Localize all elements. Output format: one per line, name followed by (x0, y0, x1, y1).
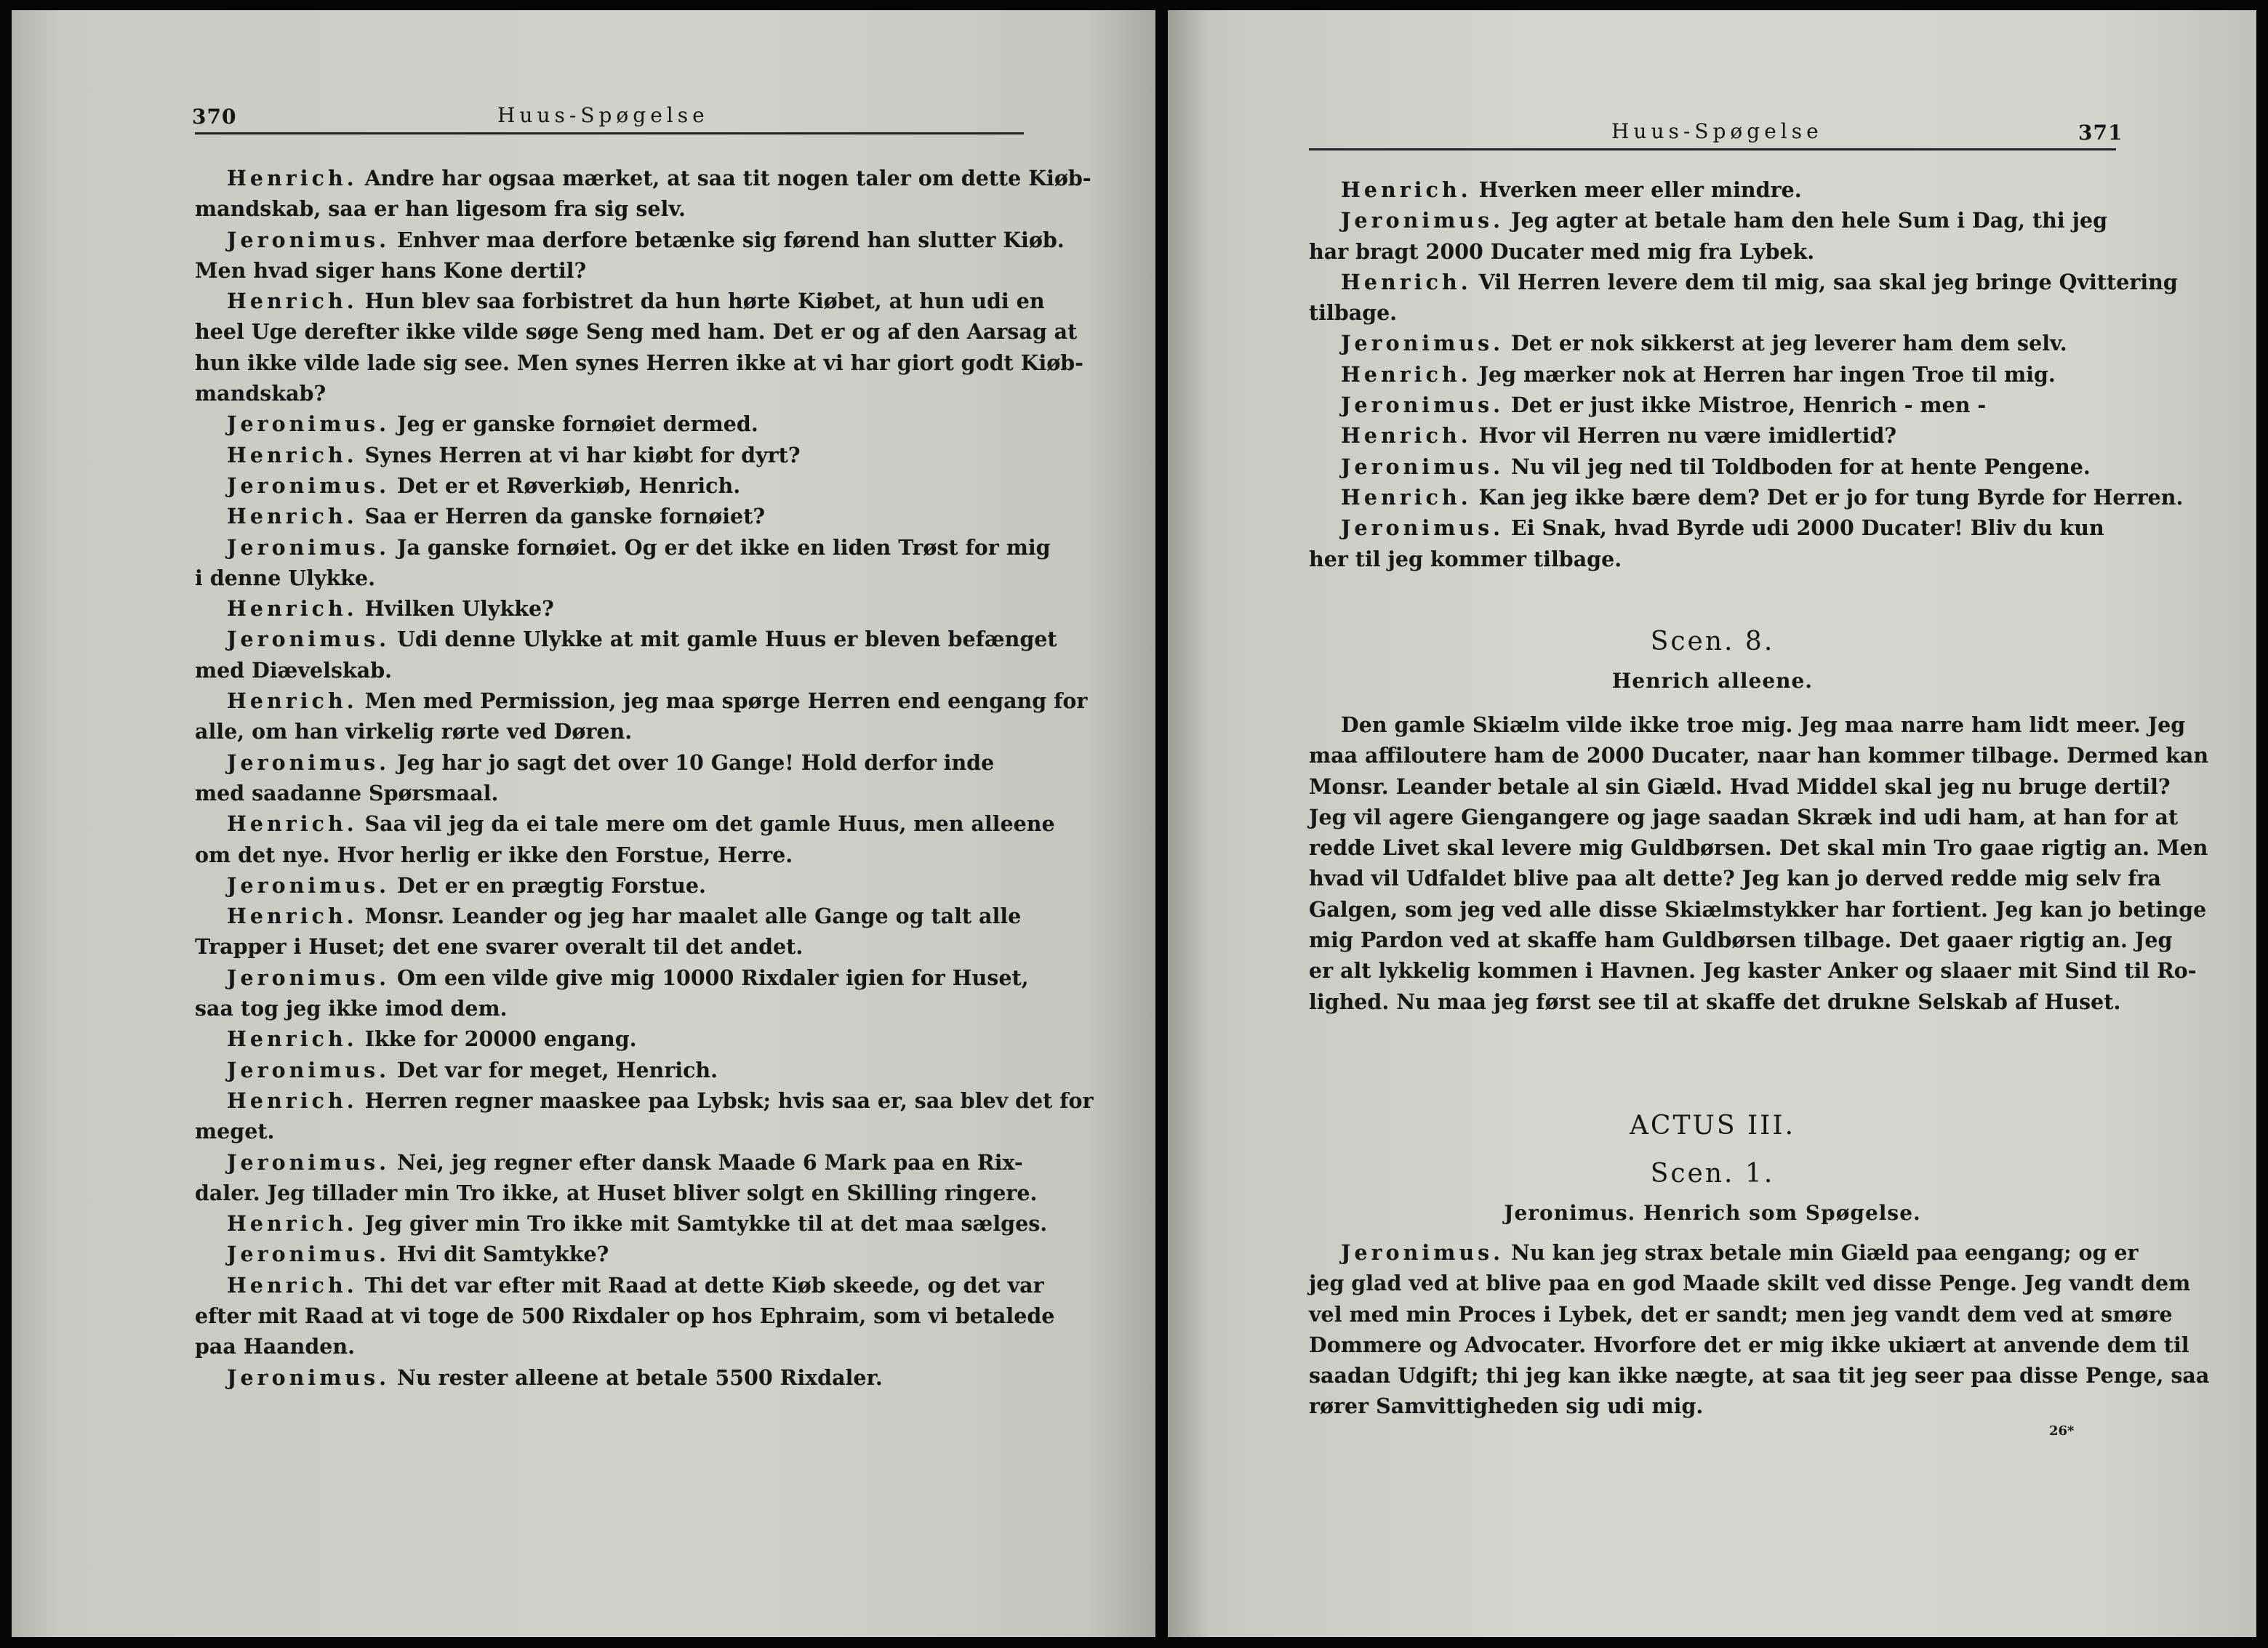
text-line (1309, 205, 2116, 236)
speaker-name: Henrich. (1341, 177, 1472, 202)
text-line (195, 901, 1024, 931)
line-text: paa Haanden. (195, 1334, 356, 1359)
speaker-name: Jeronimus. (227, 749, 390, 775)
line-text: Dommere og Advocater. Hvorfore det er mig ikke ukiært at anvende dem til (1309, 1332, 2189, 1357)
header-rule-right (1309, 148, 2116, 150)
text-line (195, 316, 1078, 347)
text-line (1309, 832, 2208, 863)
text-line (1309, 297, 2116, 328)
text-line (195, 931, 1024, 962)
speaker-name: Jeronimus. (227, 473, 390, 498)
speaker-name: Henrich. (1341, 484, 1472, 510)
line-text: Saa vil jeg da ei tale mere om det gamle Huus, men alleene (364, 811, 1055, 837)
line-text: Ei Snak, hvad Byrde udi 2000 Ducater! Bliv du kun (1510, 515, 2104, 541)
speaker-name: Jeronimus. (1341, 454, 1504, 479)
line-text: i denne Ulykke. (195, 565, 376, 590)
text-line (195, 1239, 1024, 1269)
speaker-name: Jeronimus. (1341, 208, 1504, 233)
right-page (1168, 10, 2256, 1637)
text-line (1309, 771, 2171, 802)
text-line (195, 255, 1024, 286)
text-line (1309, 359, 2116, 390)
line-text: Jeg agter at betale ham den hele Sum i Dag, thi jeg (1510, 208, 2107, 233)
line-text: Hvilken Ulykke? (364, 596, 554, 622)
speaker-name: Henrich. (1341, 361, 1472, 387)
text-line (195, 563, 1024, 593)
line-text: hvad vil Udfaldet blive paa alt dette? Jeg kan jo derved redde mig selv fra (1309, 866, 2162, 891)
speaker-name: Jeronimus. (227, 1364, 390, 1390)
text-line (195, 962, 1029, 993)
line-text: Vil Herren levere dem til mig, saa skal jeg bringe Qvittering (1478, 269, 2178, 294)
header-rule-left (195, 132, 1024, 134)
text-line (1309, 420, 2116, 451)
speaker-name: Jeronimus. (227, 1057, 390, 1082)
scene-1-text-block (1309, 1237, 2210, 1422)
line-text: Jeg vil agere Giengangere og jage saadan Skræk ind udi ham, at han for at (1309, 804, 2179, 829)
line-text: Nu kan jeg strax betale min Giæld paa eengang; og er (1510, 1240, 2139, 1265)
line-text: Det er en prægtig Forstue. (396, 872, 706, 898)
line-text: Galgen, som jeg ved alle disse Skiælmstykker har fortient. Jeg kan jo betinge (1309, 896, 2207, 922)
line-text: efter mit Raad at vi toge de 500 Rixdaler op hos Ephraim, som vi betalede (195, 1303, 1055, 1328)
speaker-name: Jeronimus. (227, 227, 390, 252)
text-line (1309, 482, 2184, 513)
line-text: Jeg mærker nok at Herren har ingen Troe til mig. (1478, 361, 2056, 387)
text-line (195, 778, 1024, 808)
line-text: Jeg er ganske fornøiet dermed. (396, 411, 758, 437)
speaker-name: Henrich. (227, 289, 358, 314)
text-line (1309, 1237, 2139, 1268)
text-line (1309, 894, 2207, 925)
line-text: Jeg har jo sagt det over 10 Gange! Hold derfor inde (396, 749, 995, 775)
line-text: Synes Herren at vi har kiøbt for dyrt? (364, 442, 801, 467)
text-line (195, 193, 1024, 224)
speaker-name: Henrich. (227, 166, 358, 190)
text-line (1309, 328, 2116, 358)
text-line (195, 1208, 1048, 1239)
line-text: Hverken meer eller mindre. (1478, 177, 1802, 202)
scene-8-cast: Henrich alleene. (1611, 669, 1814, 693)
line-text: hun ikke vilde lade sig see. Men synes Herren ikke at vi har giort godt Kiøb- (195, 350, 1083, 375)
line-text: Trapper i Huset; det ene svarer overalt til det andet. (195, 934, 804, 960)
line-text: mig Pardon ved at skaffe ham Guldbørsen tilbage. Det gaaer rigtig an. Jeg (1309, 928, 2173, 953)
line-text: saadan Udgift; thi jeg kan ikke nægte, at saa tit jeg seer paa disse Penge, saa (1309, 1363, 2210, 1388)
line-text: Ja ganske fornøiet. Og er det ikke en liden Trøst for mig (396, 534, 1051, 560)
text-line (195, 225, 1065, 255)
left-page (12, 10, 1155, 1637)
text-line (195, 624, 1057, 654)
line-text: Enhver maa derfore betænke sig førend han slutter Kiøb. (396, 227, 1065, 252)
line-text: rører Samvittigheden sig udi mig. (1309, 1394, 1704, 1419)
text-line (1309, 174, 2116, 205)
line-text: Monsr. Leander og jeg har maalet alle Gange og talt alle (364, 904, 1022, 929)
text-line (1309, 955, 2197, 986)
speaker-name: Jeronimus. (1341, 393, 1504, 418)
line-text: vel med min Proces i Lybek, det er sandt; men jeg vandt dem ved at smøre (1309, 1301, 2173, 1327)
line-text: Men hvad siger hans Kone dertil? (195, 257, 587, 283)
text-line (1309, 390, 2116, 420)
speaker-name: Jeronimus. (227, 627, 390, 652)
text-line (195, 470, 1024, 501)
line-text: redde Livet skal levere mig Guldbørsen. Det skal min Tro gaae rigtig an. Men (1309, 835, 2208, 861)
speaker-name: Jeronimus. (1341, 1240, 1504, 1265)
speaker-name: Henrich. (227, 1088, 358, 1113)
speaker-name: Jeronimus. (227, 534, 390, 560)
line-text: Men med Permission, jeg maa spørge Herren end eengang for (364, 688, 1088, 714)
speaker-name: Jeronimus. (227, 1149, 390, 1175)
speaker-name: Jeronimus. (227, 1242, 390, 1267)
text-line (195, 870, 1024, 901)
text-line (195, 286, 1045, 316)
text-line (195, 993, 1024, 1024)
text-line (1309, 1268, 2191, 1298)
line-text: saa tog jeg ikke imod dem. (195, 996, 508, 1021)
signature-mark: 26* (2049, 1423, 2075, 1439)
text-line (195, 532, 1051, 563)
line-text: jeg glad ved at blive paa en god Maade skilt ved disse Penge. Jeg vandt dem (1309, 1271, 2191, 1296)
text-line (195, 655, 1024, 686)
text-line (1309, 544, 2116, 574)
speaker-name: Henrich. (227, 1211, 358, 1237)
page-number-left: 370 (192, 105, 237, 129)
speaker-name: Jeronimus. (1341, 515, 1504, 541)
text-line (195, 1331, 1024, 1362)
line-text: Det er nok sikkerst at jeg leverer ham dem selv. (1510, 331, 2067, 356)
line-text: Om een vilde give mig 10000 Rixdaler igien for Huset, (396, 965, 1029, 990)
scene-8-text-block (1309, 710, 2209, 1017)
speaker-name: Henrich. (227, 596, 358, 622)
text-line (195, 501, 1024, 531)
page-number-right: 371 (2078, 121, 2123, 145)
text-line (195, 409, 1024, 439)
scene-8-heading: Scen. 8. (1650, 627, 1775, 656)
scene-1-cast: Jeronimus. Henrich som Spøgelse. (1504, 1201, 1921, 1225)
text-line (195, 1362, 1024, 1393)
line-text: Det er et Røverkiøb, Henrich. (396, 473, 741, 498)
line-text: Ikke for 20000 engang. (364, 1026, 637, 1052)
line-text: maa affiloutere ham de 2000 Ducater, naar han kommer tilbage. Dermed kan (1309, 743, 2209, 768)
speaker-name: Henrich. (227, 688, 358, 714)
line-text: meget. (195, 1119, 275, 1144)
line-text: her til jeg kommer tilbage. (1309, 546, 1622, 571)
text-line (195, 808, 1055, 839)
speaker-name: Jeronimus. (227, 411, 390, 437)
text-line (1309, 1299, 2173, 1330)
text-line (195, 1024, 1024, 1054)
text-line (195, 1178, 1038, 1208)
speaker-name: Henrich. (227, 1272, 358, 1298)
speaker-name: Henrich. (227, 442, 358, 467)
line-text: Hvor vil Herren nu være imidlertid? (1478, 423, 1897, 449)
line-text: med saadanne Spørsmaal. (195, 780, 499, 805)
left-text-block (195, 163, 1094, 1393)
line-text: Jeg giver min Tro ikke mit Samtykke til at det maa sælges. (364, 1211, 1048, 1237)
text-line (195, 163, 1091, 193)
text-line (195, 1116, 1024, 1146)
text-line (1309, 740, 2209, 771)
text-line (195, 1301, 1055, 1331)
speaker-name: Henrich. (1341, 269, 1472, 294)
text-line (1309, 451, 2116, 482)
speaker-name: Jeronimus. (1341, 331, 1504, 356)
text-line (195, 378, 1024, 409)
line-text: Thi det var efter mit Raad at dette Kiøb skeede, og det var (364, 1272, 1044, 1298)
text-line (195, 1085, 1094, 1116)
line-text: daler. Jeg tillader min Tro ikke, at Huset bliver solgt en Skilling ringere. (195, 1180, 1038, 1205)
text-line (1309, 863, 2162, 893)
text-line (195, 716, 1024, 747)
line-text: Nei, jeg regner efter dansk Maade 6 Mark paa en Rix- (396, 1149, 1023, 1175)
text-line (195, 686, 1088, 716)
line-text: Det var for meget, Henrich. (396, 1057, 718, 1082)
text-line (1309, 1391, 2116, 1421)
text-line (1309, 267, 2178, 297)
speaker-name: Jeronimus. (227, 872, 390, 898)
line-text: Den gamle Skiælm vilde ikke troe mig. Jeg maa narre ham lidt meer. Jeg (1341, 712, 2186, 737)
speaker-name: Jeronimus. (227, 965, 390, 990)
line-text: Udi denne Ulykke at mit gamle Huus er bleven befænget (396, 627, 1057, 652)
running-title-left: Huus-Spøgelse (497, 103, 709, 127)
text-line (1309, 710, 2186, 740)
line-text: Nu vil jeg ned til Toldboden for at hente Pengene. (1510, 454, 2091, 479)
line-text: er alt lykkelig kommen i Havnen. Jeg kaster Anker og slaaer mit Sind til Ro- (1309, 958, 2197, 984)
act-heading: ACTUS III. (1629, 1111, 1796, 1141)
text-line (195, 1055, 1024, 1085)
text-line (195, 1147, 1024, 1178)
line-text: Hun blev saa forbistret da hun hørte Kiøbet, at hun udi en (364, 289, 1045, 314)
line-text: Kan jeg ikke bære dem? Det er jo for tung Byrde for Herren. (1478, 484, 2184, 510)
line-text: alle, om han virkelig rørte ved Døren. (195, 719, 633, 744)
right-dialogue-block (1309, 174, 2184, 574)
line-text: lighed. Nu maa jeg først see til at skaffe det drukne Selskab af Huset. (1309, 989, 2121, 1014)
text-line (195, 347, 1083, 378)
line-text: Saa er Herren da ganske fornøiet? (364, 504, 766, 529)
text-line (1309, 513, 2116, 543)
text-line (195, 840, 1024, 870)
line-text: heel Uge derefter ikke vilde søge Seng med ham. Det er og af den Aarsag at (195, 319, 1078, 345)
line-text: Herren regner maaskee paa Lybsk; hvis saa er, saa blev det for (364, 1088, 1094, 1113)
line-text: om det nye. Hvor herlig er ikke den Forstue, Herre. (195, 842, 793, 867)
line-text: Nu rester alleene at betale 5500 Rixdaler. (396, 1364, 883, 1390)
text-line (195, 593, 1024, 624)
text-line (195, 1270, 1044, 1301)
text-line (1309, 1360, 2210, 1391)
speaker-name: Henrich. (227, 1026, 358, 1052)
scene-1-heading: Scen. 1. (1650, 1159, 1775, 1189)
speaker-name: Henrich. (1341, 423, 1472, 449)
line-text: mandskab, saa er han ligesom fra sig selv. (195, 196, 686, 222)
speaker-name: Henrich. (227, 504, 358, 529)
text-line (195, 440, 1024, 470)
text-line (1309, 925, 2173, 955)
line-text: med Diævelskab. (195, 657, 393, 683)
text-line (1309, 802, 2179, 832)
line-text: mandskab? (195, 381, 326, 406)
line-text: Hvi dit Samtykke? (396, 1242, 609, 1267)
line-text: har bragt 2000 Ducater med mig fra Lybek. (1309, 238, 1815, 264)
speaker-name: Henrich. (227, 904, 358, 929)
text-line (1309, 986, 2121, 1017)
line-text: Det er just ikke Mistroe, Henrich - men - (1510, 393, 1987, 418)
running-title-right: Huus-Spøgelse (1611, 119, 1823, 143)
text-line (1309, 236, 2116, 267)
line-text: Andre har ogsaa mærket, at saa tit nogen taler om dette Kiøb- (364, 166, 1091, 190)
speaker-name: Henrich. (227, 811, 358, 837)
text-line (195, 747, 1024, 778)
line-text: tilbage. (1309, 300, 1398, 326)
line-text: Monsr. Leander betale al sin Giæld. Hvad Middel skal jeg nu bruge dertil? (1309, 773, 2171, 799)
text-line (1309, 1330, 2189, 1360)
